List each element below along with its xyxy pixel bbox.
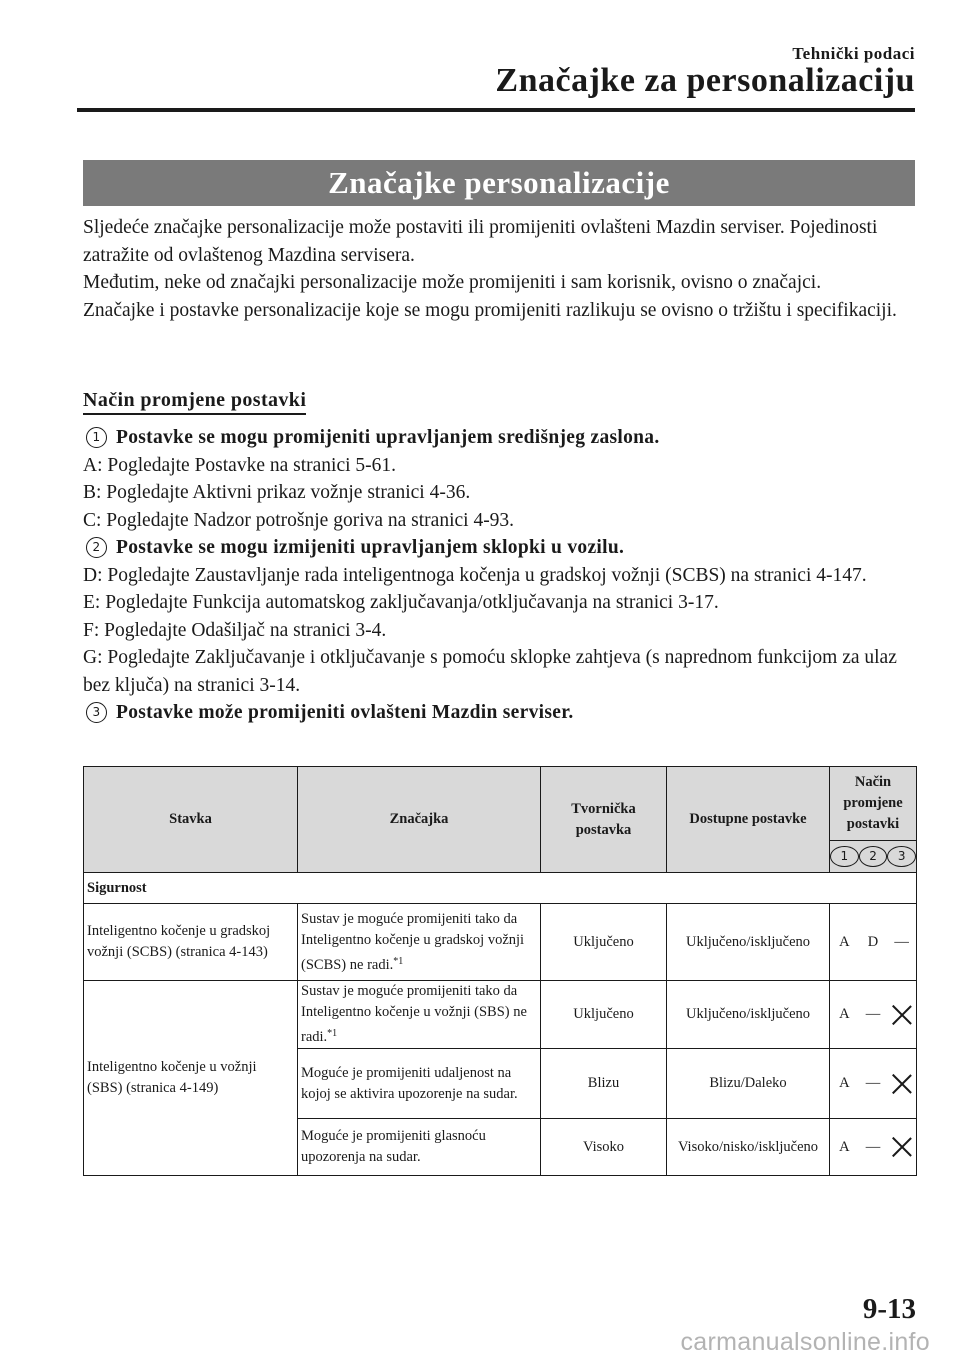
watermark: carmanualsonline.info [680, 1328, 930, 1356]
method-1-value: A [839, 1075, 850, 1091]
method-title-text: Postavke se mogu izmijeniti upravljanjem sklopki u vozilu. [116, 537, 625, 558]
header-item: Stavka [84, 767, 298, 873]
not-applicable-cross-icon [888, 1004, 915, 1025]
factory-cell: Visoko [541, 1119, 667, 1176]
method-line: G: Pogledajte Zaključavanje i otključavanje s pomoću sklopke zahtjeva (s naprednom funkcijom za ulaz bez ključa) na stranici 3-14. [83, 647, 897, 696]
method-line: D: Pogledajte Zaustavljanje rada inteligentnoga kočenja u gradskoj vožnji (SCBS) na stranici 4-147. [83, 564, 867, 586]
feature-text: Sustav je moguće promijeniti tako da Inteligentno kočenje u vožnji (SBS) ne radi. [301, 983, 527, 1045]
not-applicable-cross-icon [888, 1073, 915, 1094]
intro-text [83, 214, 918, 324]
personalization-table [83, 766, 917, 1176]
available-cell: Visoko/nisko/isključeno [667, 1119, 830, 1176]
available-cell: Uključeno/isključeno [667, 904, 830, 981]
intro-paragraph: Sljedeće značajke personalizacije može postaviti ili promijeniti ovlašteni Mazdin serviser. Pojedinosti zatražite od ovlaštenog Mazdina servisera. [83, 217, 878, 266]
footnote-mark: *1 [327, 1028, 338, 1039]
method-1-value: A [839, 1138, 850, 1155]
method-line: C: Pogledajte Nadzor potrošnje goriva na stranici 4-93. [83, 509, 515, 531]
method-title-text: Postavke može promijeniti ovlašteni Mazdin serviser. [116, 702, 574, 723]
item-cell: Inteligentno kočenje u gradskoj vožnji (SCBS) (stranica 4-143) [84, 904, 298, 981]
circled-number-icon: 1 [86, 427, 107, 448]
factory-cell: Uključeno [541, 981, 667, 1049]
method-group-title [83, 424, 918, 452]
method-3-value: — [894, 933, 909, 950]
feature-text: Sustav je moguće promijeniti tako da Inteligentno kočenje u gradskoj vožnji (SCBS) ne radi. [301, 910, 525, 973]
feature-cell: Moguće je promijeniti udaljenost na kojoj se aktivira upozorenje na sudar. [298, 1049, 541, 1119]
feature-cell [298, 904, 541, 981]
method-line: A: Pogledajte Postavke na stranici 5-61. [83, 454, 397, 476]
method-2-value: — [865, 1138, 881, 1155]
method-1-value: A [839, 933, 850, 950]
method-group-title [83, 699, 918, 727]
header-factory: Tvornička postavka [541, 767, 667, 873]
method-1-value: A [839, 1006, 850, 1022]
intro-paragraph: Međutim, neke od značajki personalizacije može promijeniti i sam korisnik, ovisno o značajci. [83, 272, 822, 293]
method-cell [830, 904, 917, 981]
header-feature: Značajka [298, 767, 541, 873]
feature-cell [298, 981, 541, 1049]
circled-number-icon: 1 [830, 846, 859, 867]
footnote-mark: *1 [393, 955, 404, 967]
factory-cell: Blizu [541, 1049, 667, 1119]
method-2-value: D [867, 933, 879, 950]
section-banner: Značajke personalizacije [83, 160, 915, 206]
section-label: Tehnički podaci [792, 44, 915, 63]
method-group-title [83, 534, 918, 562]
header-method: Način promjene postavki [830, 767, 917, 841]
method-heading: Način promjene postavki [83, 389, 306, 415]
method-line: F: Pogledajte Odašiljač na stranici 3-4. [83, 619, 387, 641]
method-line: E: Pogledajte Funkcija automatskog zaključavanja/otključavanja na stranici 3-17. [83, 592, 719, 613]
method-2-value: — [865, 1075, 881, 1091]
factory-cell: Uključeno [541, 904, 667, 981]
chapter-title: Značajke za personalizaciju [495, 62, 915, 99]
intro-paragraph: Značajke i postavke personalizacije koje se mogu promijeniti razlikuju se ovisno o tržištu i specifikaciji. [83, 299, 897, 321]
method-line: B: Pogledajte Aktivni prikaz vožnje stranici 4-36. [83, 482, 471, 503]
circled-number-icon: 3 [86, 702, 107, 723]
not-applicable-cross-icon [888, 1137, 915, 1158]
method-cell [830, 1049, 917, 1119]
page-number: 9-13 [862, 1293, 916, 1325]
circled-number-icon: 2 [86, 537, 107, 558]
header-method-markers [830, 841, 917, 873]
method-cell [830, 1119, 917, 1176]
available-cell: Uključeno/isključeno [667, 981, 830, 1049]
available-cell: Blizu/Daleko [667, 1049, 830, 1119]
category-row: Sigurnost [84, 873, 917, 904]
table-row [84, 904, 917, 981]
table-row [84, 981, 917, 1049]
circled-number-icon: 3 [887, 846, 916, 867]
item-cell: Inteligentno kočenje u vožnji (SBS) (stranica 4-149) [84, 981, 298, 1176]
method-cell [830, 981, 917, 1049]
header-available: Dostupne postavke [667, 767, 830, 873]
header-rule [77, 108, 915, 112]
method-2-value: — [865, 1006, 881, 1022]
feature-cell: Moguće je promijeniti glasnoću upozorenja na sudar. [298, 1119, 541, 1176]
method-list [83, 424, 918, 727]
method-title-text: Postavke se mogu promijeniti upravljanjem središnjeg zaslona. [116, 427, 660, 448]
circled-number-icon: 2 [859, 846, 888, 867]
